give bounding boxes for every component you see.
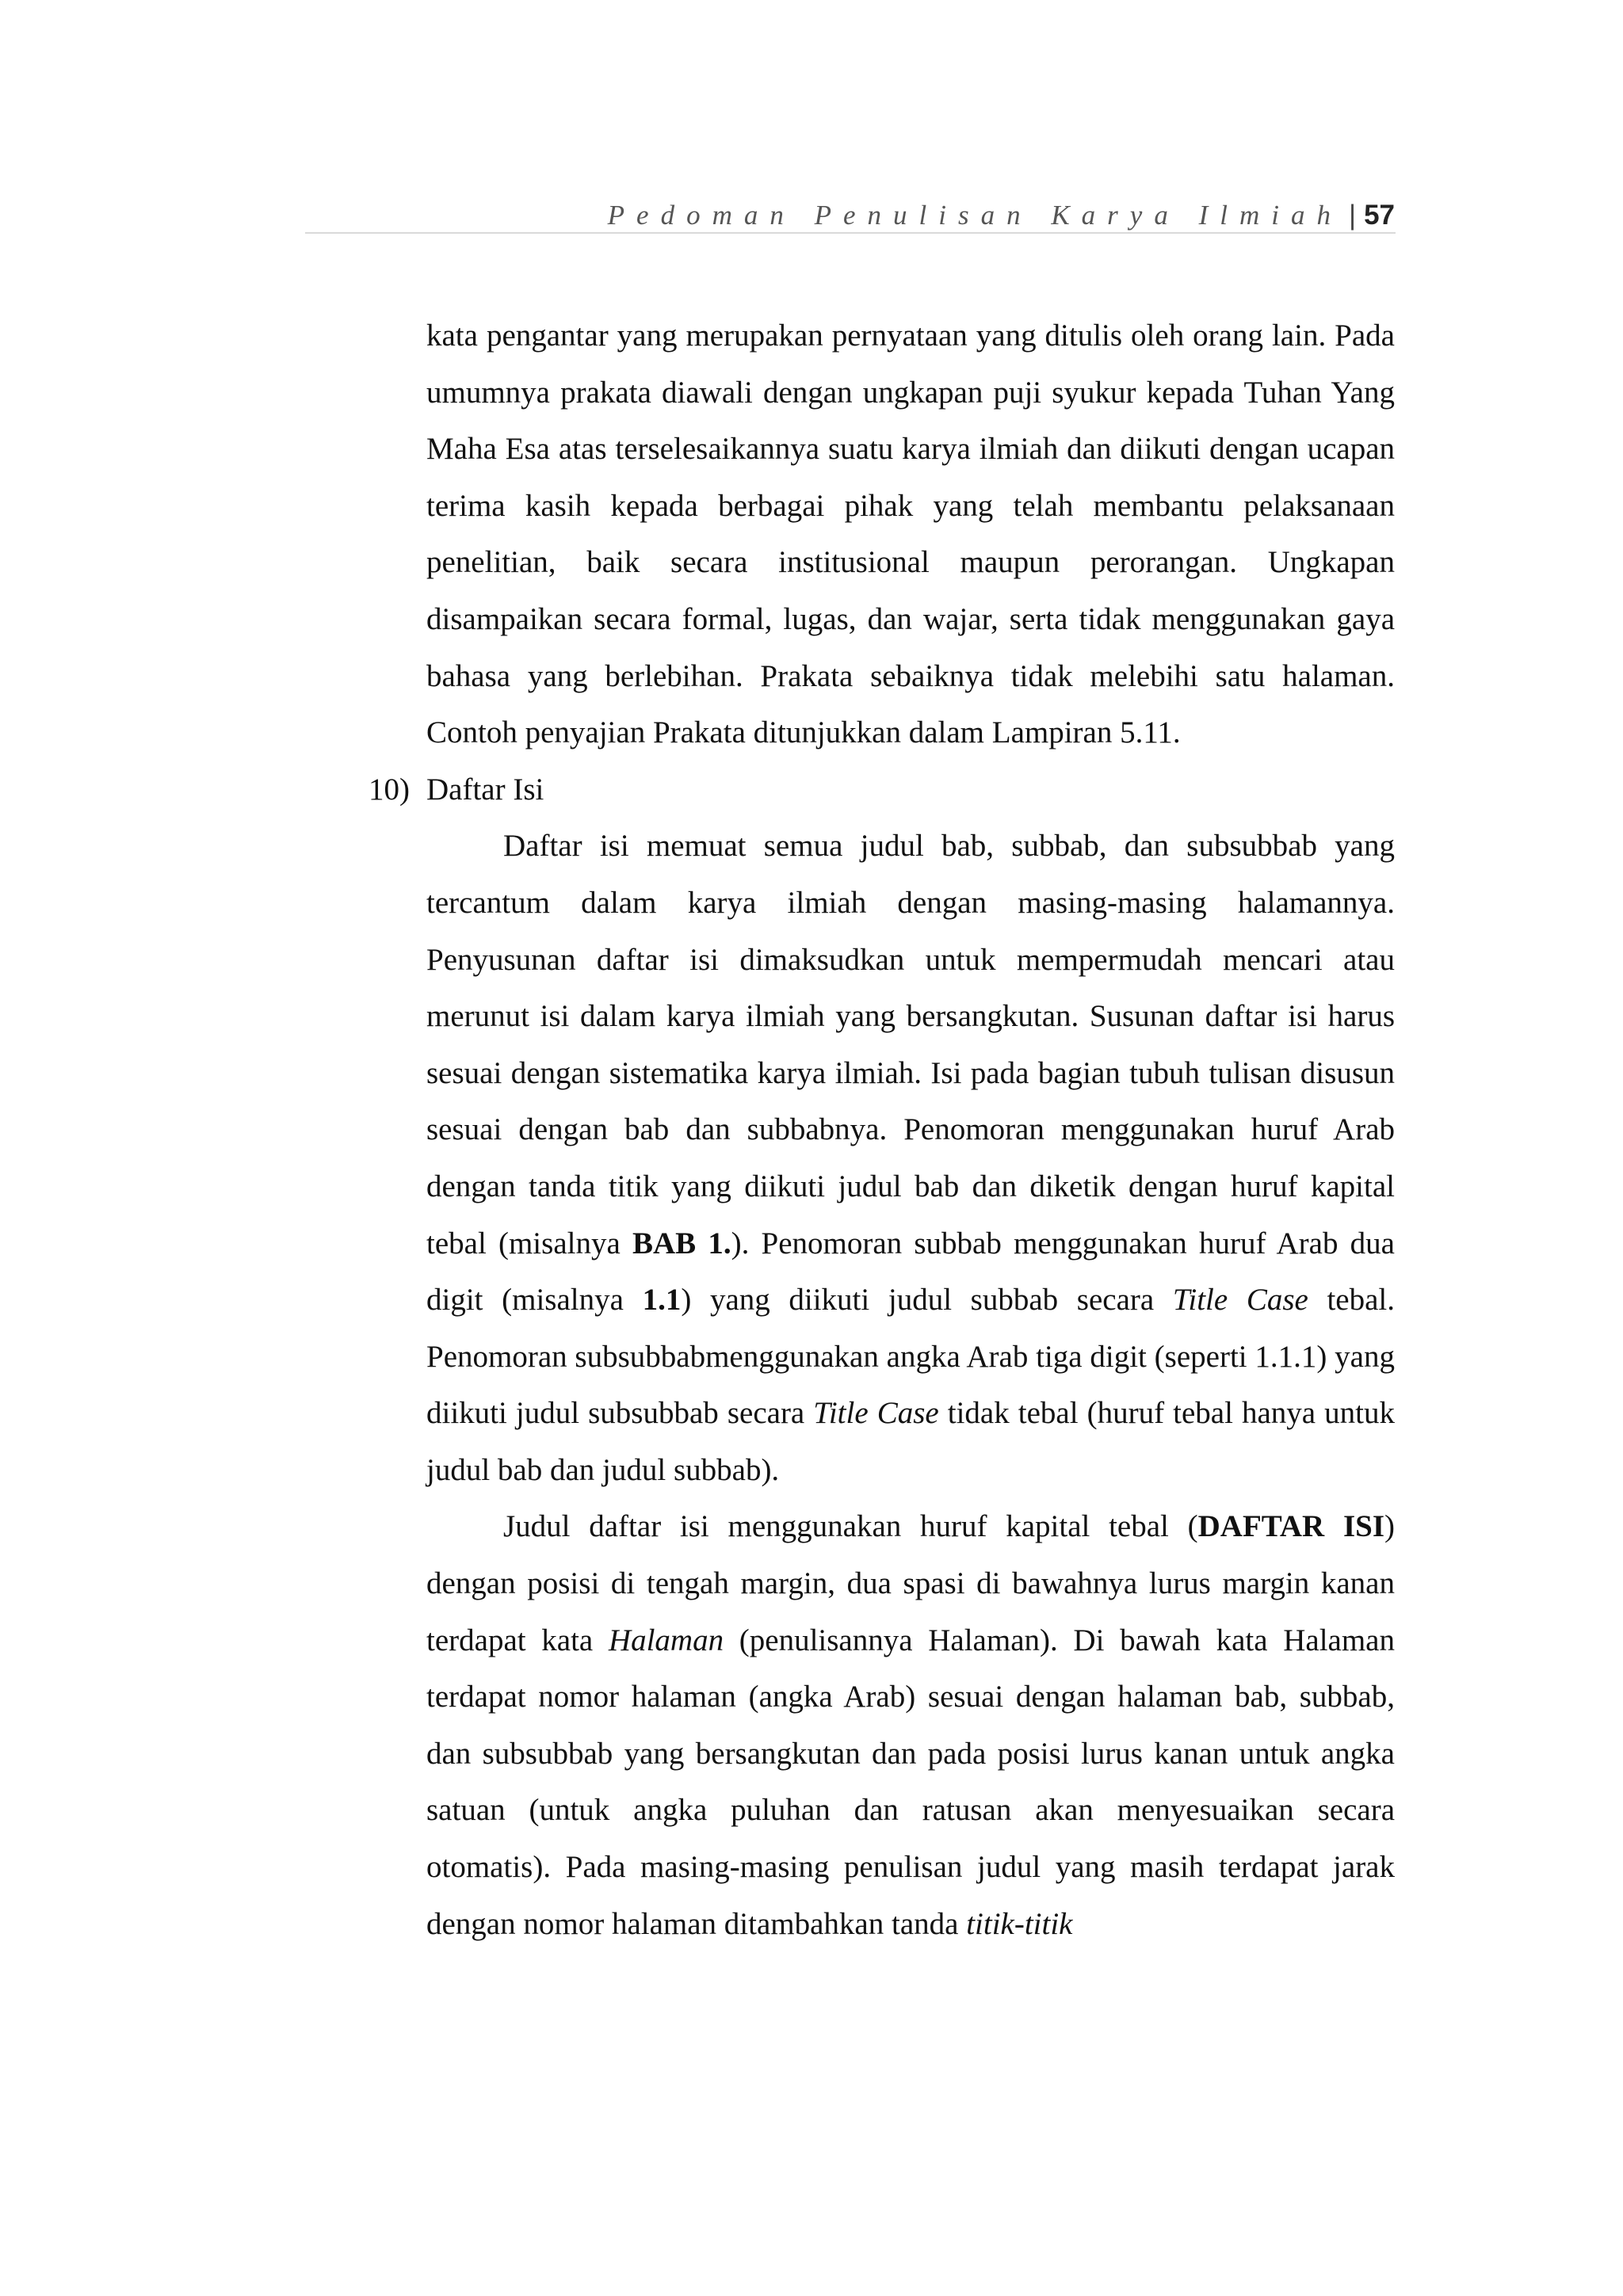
text-run: (penulisannya Halaman). Di bawah kata Halaman terdapat nomor halaman (angka Arab) sesuai dengan halaman bab, subbab, dan subsubbab yang bersangkutan dan pada posisi lurus kanan untuk angka satuan (untuk angka puluhan dan ratusan akan menyesuaikan secara otomatis). Pada masing-masing penulisan judul yang masih terdapat jarak dengan nomor halaman ditambahkan tanda: [426, 1623, 1395, 1941]
text-run: tidak tebal (huruf tebal hanya untuk judul bab dan judul subbab).: [426, 1396, 1395, 1487]
text-run: Daftar isi memuat semua judul bab, subbab, dan subsubbab yang tercantum dalam karya ilmiah dengan masing-masing halamannya. Penyusunan daftar isi dimaksudkan untuk mempermudah mencari atau merunut isi dalam karya ilmiah yang bersangkutan. Susunan daftar isi harus sesuai dengan sistematika karya ilmiah. Isi pada bagian tubuh tulisan disusun sesuai dengan bab dan subbabnya. Penomoran menggunakan huruf Arab dengan tanda titik yang diikuti judul bab dan diketik dengan huruf kapital tebal (misalnya: [426, 829, 1395, 1261]
continued-paragraph: kata pengantar yang merupakan pernyataan yang ditulis oleh orang lain. Pada umumnya prakata diawali dengan ungkapan puji syukur kepada Tuhan Yang Maha Esa atas terselesaikannya suatu karya ilmiah dan diikuti dengan ucapan terima kasih kepada berbagai pihak yang telah membantu pelaksanaan penelitian, baik secara institusional maupun perorangan. Ungkapan disampaikan secara formal, lugas, dan wajar, serta tidak menggunakan gaya bahasa yang berlebihan. Prakata sebaiknya tidak melebihi satu halaman. Contoh penyajian Prakata ditunjukkan dalam Lampiran 5.11.: [426, 318, 1395, 750]
italic-text: Title Case: [813, 1396, 939, 1431]
list-item-heading: [369, 761, 1395, 818]
text-run: tebal. Penomoran subsubbabmenggunakan angka Arab tiga digit (seperti 1.1.1) yang diikuti judul subsubbab secara: [426, 1283, 1396, 1431]
text-run: ). Penomoran subbab menggunakan huruf Arab dua digit (misalnya: [426, 1226, 1395, 1318]
paragraph-daftar-isi-title: [426, 1498, 1395, 1952]
text-run: ) yang diikuti judul subbab secara: [681, 1283, 1173, 1318]
body-text: [369, 307, 1396, 1952]
text-run: Judul daftar isi menggunakan huruf kapital tebal (: [503, 1509, 1198, 1544]
bold-text: 1.1: [642, 1283, 682, 1318]
italic-text: Title Case: [1172, 1283, 1308, 1318]
header-separator: |: [1348, 200, 1357, 231]
bold-text: BAB 1.: [632, 1226, 731, 1261]
italic-text: Halaman: [608, 1623, 724, 1657]
bold-text: DAFTAR ISI: [1197, 1509, 1384, 1544]
page-number: 57: [1364, 200, 1395, 231]
text-run: ) dengan posisi di tengah margin, dua spasi di bawahnya lurus margin kanan terdapat kata: [426, 1509, 1395, 1657]
running-title: Pedoman Penulisan Karya Ilmiah: [607, 200, 1342, 231]
list-item-title: Daftar Isi: [426, 772, 544, 807]
italic-text: titik-titik: [966, 1906, 1073, 1941]
paragraph-daftar-isi-contents: [426, 818, 1395, 1498]
list-item-number: 10): [369, 772, 410, 807]
header-divider: [305, 232, 1396, 234]
running-header: [608, 193, 1395, 238]
